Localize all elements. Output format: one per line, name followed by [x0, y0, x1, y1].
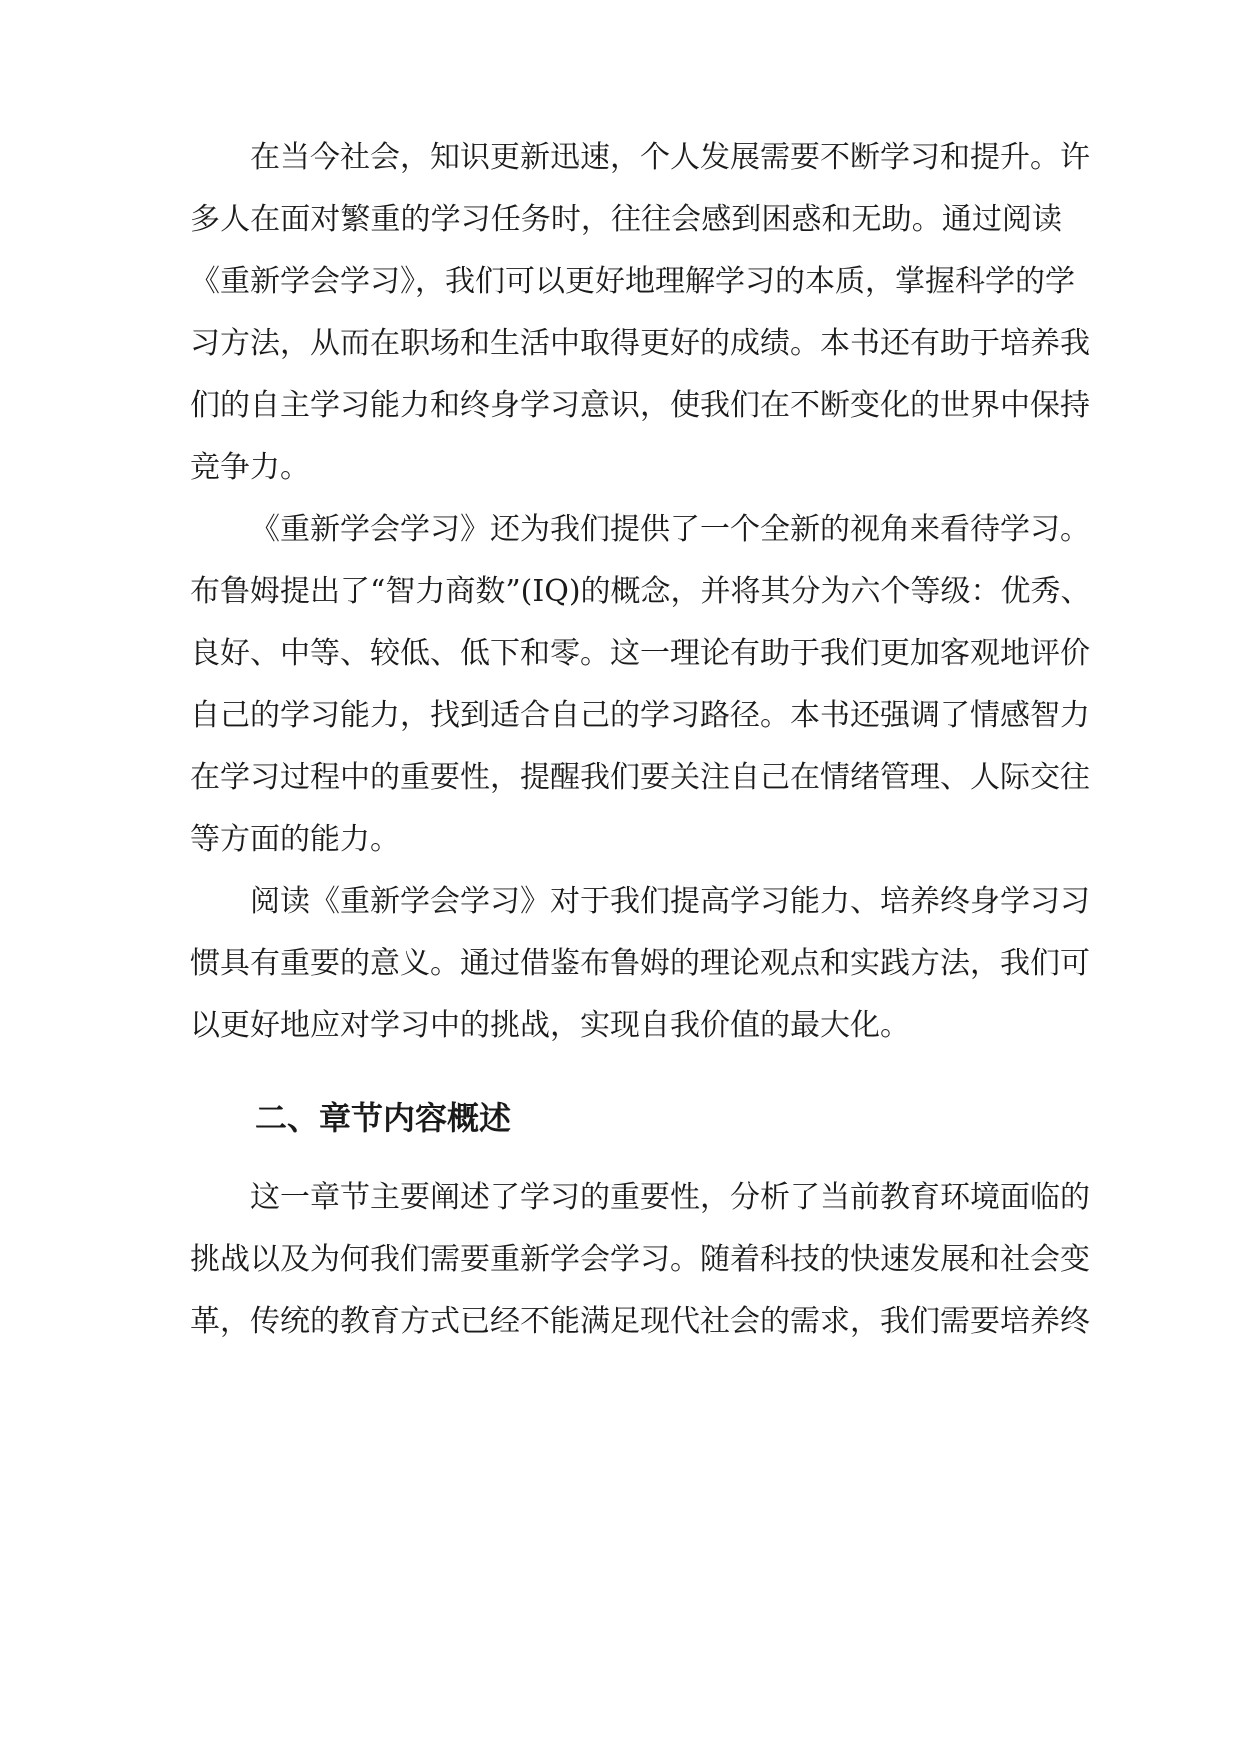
text-line: 惯具有重要的意义。通过借鉴布鲁姆的理论观点和实践方法，我们可 — [190, 946, 1090, 981]
text-line: 良好、中等、较低、低下和零。这一理论有助于我们更加客观地评价 — [190, 636, 1090, 671]
text-line: 多人在面对繁重的学习任务时，往往会感到困惑和无助。通过阅读 — [190, 202, 1062, 237]
text-line: 《重新学会学习》还为我们提供了一个全新的视角来看待学习。 — [250, 512, 1090, 547]
text-line: 们的自主学习能力和终身学习意识，使我们在不断变化的世界中保持 — [190, 388, 1090, 423]
text-line: 布鲁姆提出了“智力商数”(IQ)的概念，并将其分为六个等级：优秀、 — [190, 574, 1091, 609]
text-line: 自己的学习能力，找到适合自己的学习路径。本书还强调了情感智力 — [190, 698, 1090, 733]
text-line: 《重新学会学习》，我们可以更好地理解学习的本质，掌握科学的学 — [190, 264, 1075, 299]
section-heading: 二、章节内容概述 — [255, 1099, 512, 1137]
text-line: 阅读《重新学会学习》对于我们提高学习能力、培养终身学习习 — [250, 884, 1090, 919]
text-line: 革，传统的教育方式已经不能满足现代社会的需求，我们需要培养终 — [190, 1304, 1090, 1339]
text-line: 挑战以及为何我们需要重新学会学习。随着科技的快速发展和社会变 — [190, 1242, 1090, 1277]
text-line: 习方法，从而在职场和生活中取得更好的成绩。本书还有助于培养我 — [190, 326, 1090, 361]
text-line: 在学习过程中的重要性，提醒我们要关注自己在情绪管理、人际交往 — [190, 760, 1090, 795]
text-line: 以更好地应对学习中的挑战，实现自我价值的最大化。 — [190, 1008, 910, 1043]
text-line: 等方面的能力。 — [190, 822, 400, 857]
text-line: 竞争力。 — [190, 450, 310, 485]
text-line: 在当今社会，知识更新迅速，个人发展需要不断学习和提升。许 — [250, 140, 1090, 175]
text-line: 这一章节主要阐述了学习的重要性，分析了当前教育环境面临的 — [250, 1180, 1090, 1215]
